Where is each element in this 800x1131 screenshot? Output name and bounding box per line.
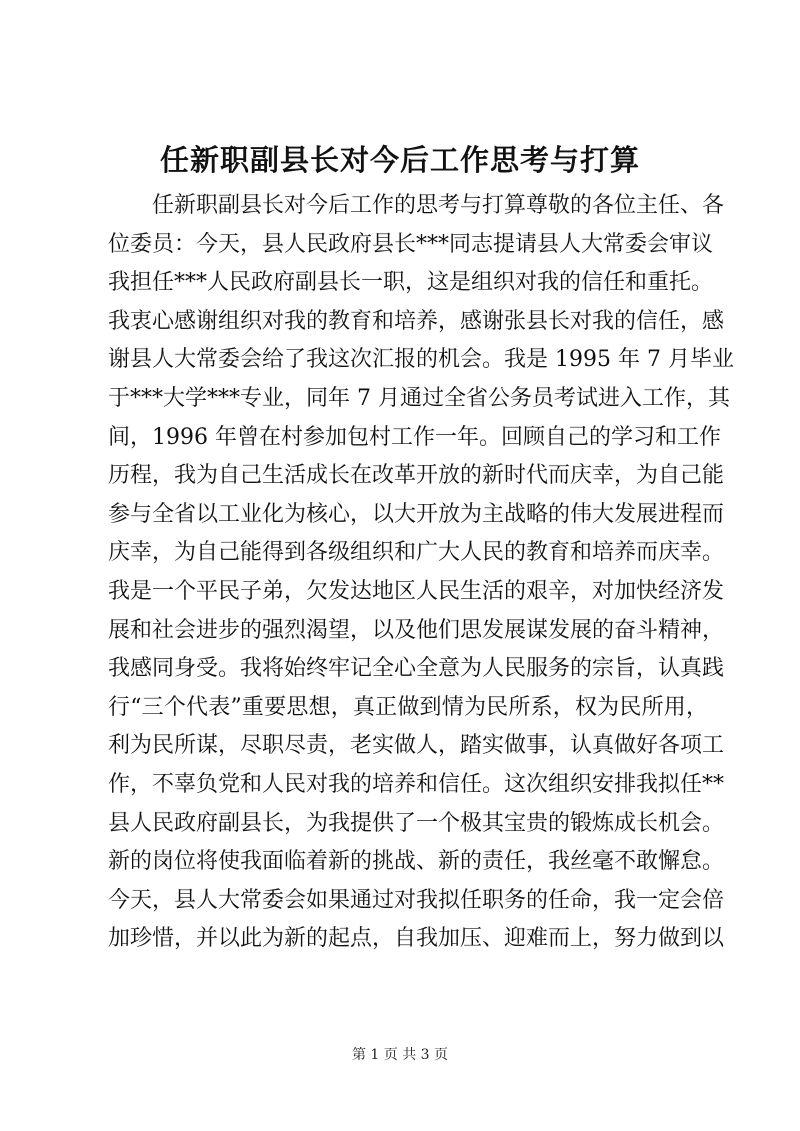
body-line: 位委员：今天，县人民政府县长***同志提请县人大常委会审议 [108, 231, 714, 257]
body-line: 间，1996 年曾在村参加包村工作一年。回顾自己的学习和工作 [108, 424, 721, 450]
body-line: 加珍惜，并以此为新的起点，自我加压、迎难而上，努力做到以 [108, 926, 725, 952]
body-line: 展和社会进步的强烈渴望，以及他们思发展谋发展的奋斗精神， [108, 617, 725, 643]
body-line: 参与全省以工业化为核心，以大开放为主战略的伟大发展进程而 [108, 501, 725, 527]
document-title: 任新职副县长对今后工作思考与打算 [159, 143, 640, 177]
body-line: 我担任***人民政府副县长一职，这是组织对我的信任和重托。 [108, 270, 714, 296]
body-line: 县人民政府副县长，为我提供了一个极其宝贵的锻炼成长机会。 [108, 810, 725, 836]
body-line: 新的岗位将使我面临着新的挑战、新的责任，我丝毫不敢懈怠。 [108, 849, 725, 875]
body-line: 今天，县人大常委会如果通过对我拟任职务的任命，我一定会倍 [108, 887, 725, 913]
body-line: 谢县人大常委会给了我这次汇报的机会。我是 1995 年 7 月毕业 [108, 347, 734, 373]
body-line: 利为民所谋，尽职尽责，老实做人，踏实做事，认真做好各项工 [108, 733, 725, 759]
body-line: 行“三个代表”重要思想，真正做到情为民所系，权为民所用， [108, 694, 708, 720]
page-number-footer: 第 1 页 共 3 页 [351, 1047, 449, 1063]
body-line: 历程，我为自己生活成长在改革开放的新时代而庆幸，为自己能 [108, 463, 725, 489]
body-line: 我感同身受。我将始终牢记全心全意为人民服务的宗旨，认真践 [108, 656, 725, 682]
body-line: 于***大学***专业，同年 7 月通过全省公务员考试进入工作，其 [108, 385, 730, 411]
body-line: 作，不辜负党和人民对我的培养和信任。这次组织安排我拟任** [108, 771, 725, 797]
body-line: 庆幸，为自己能得到各级组织和广大人民的教育和培养而庆幸。 [108, 540, 725, 566]
body-line: 任新职副县长对今后工作的思考与打算尊敬的各位主任、各 [152, 193, 725, 218]
document-body [108, 187, 734, 959]
body-line: 我是一个平民子弟，欠发达地区人民生活的艰辛，对加快经济发 [108, 578, 725, 604]
body-line: 我衷心感谢组织对我的教育和培养，感谢张县长对我的信任，感 [108, 308, 725, 334]
